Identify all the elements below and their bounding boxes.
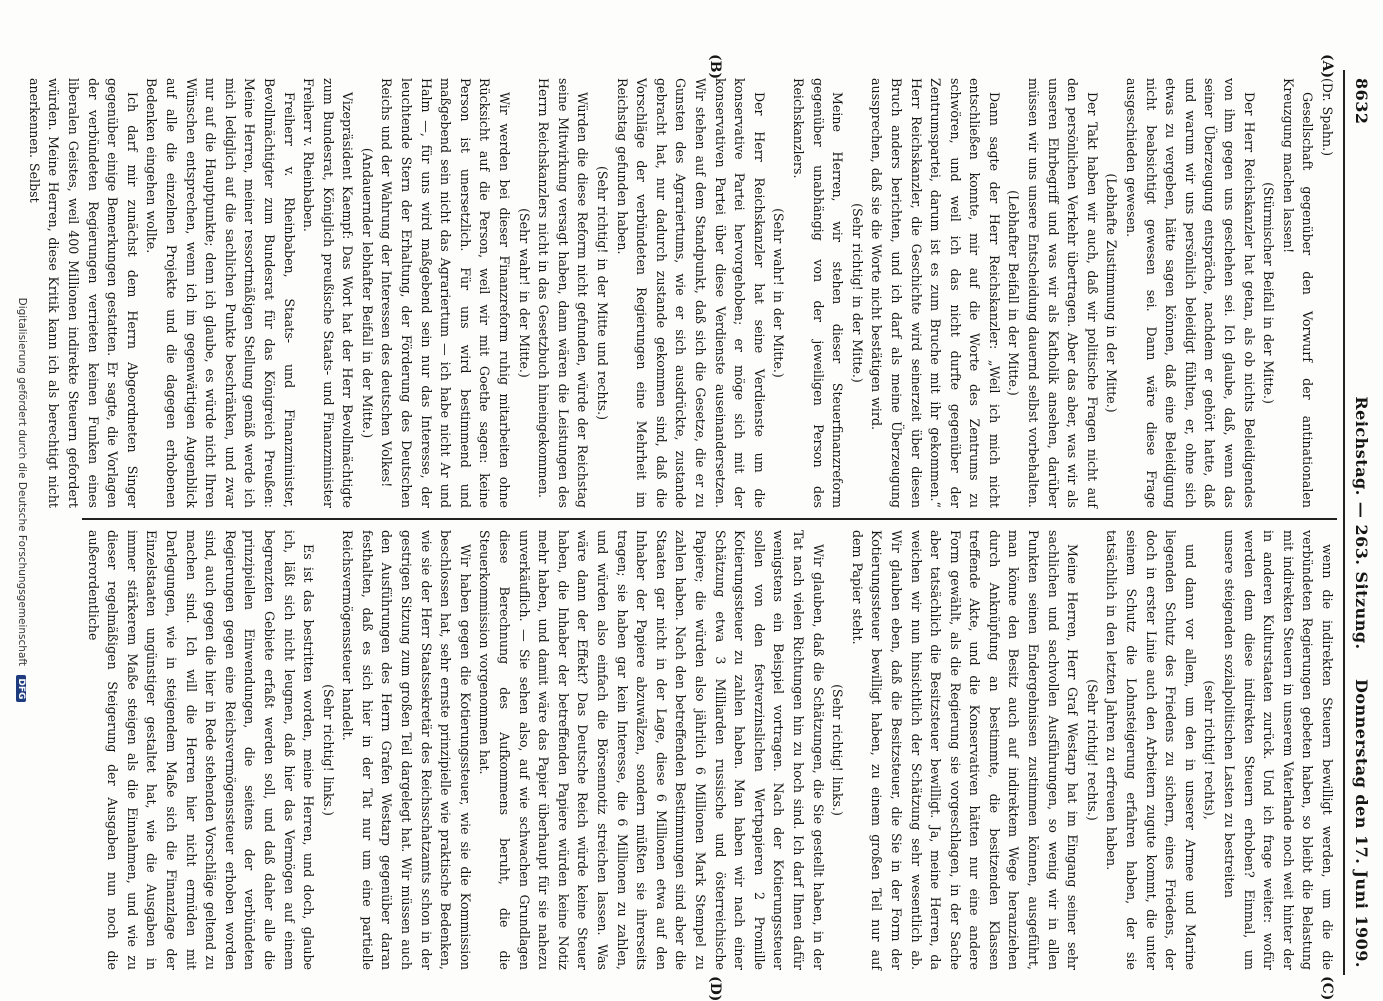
margin-marker-c: (C)	[1319, 976, 1335, 1001]
margin-marker-b: (B)	[707, 54, 723, 80]
paragraph: Gesellschaft gegenüber den Vorwurf der antinationalen Kreuzgung machen lassen!	[1280, 78, 1316, 508]
interjection: (Sehr richtig! links.)	[320, 684, 336, 816]
paragraph: und dann vor allem, um den in unserer Armee und Marine liegenden Schutz des Friedens zu sichern, eines Friedens, der doch in erster Linie auch den Arbeitern zugute kommt, die unter seinem Schutz die Lohnsteigerung erfahren haben, der sie tatsächlich in den letzten Jahren zu erfreuen haben.	[1104, 530, 1198, 970]
dfg-logo: DFG	[16, 675, 26, 702]
interjection: (Lebhafter Beifall in der Mitte.)	[1006, 190, 1022, 396]
paragraph: Wir haben gegen die Kotierungssteuer, wie sie die Kommission beschlossen hat, sehr ernste prinzipielle wie praktische Bedenken, wie sie der Herr Staatssekretär des Reichsschatzamts schon in der gestrigen Sitzung zum großen Teil dargelegt hat. Wir müssen auch den Ausführungen des Herrn Grafen Westarp gegenüber daran festhalten, daß es sich hier in der Tat nur um eine partielle Reichsvermögenssteuer handelt.	[340, 530, 473, 970]
margin-marker-a: (A)	[1319, 54, 1335, 79]
interjection: (sehr richtig! rechts),	[1202, 680, 1218, 820]
interjection: (Lebhafte Zustimmung in der Mitte.)	[1104, 173, 1120, 413]
header-rule	[1343, 70, 1345, 975]
paragraph: Wir glauben, daß die Schätzungen, die Sie gestellt haben, in der Tat nach vielen Richtungen hin zu hoch sind. Ich darf Ihnen dafür wenigstens ein Beispiel vortragen. Nach der Kotierungssteuer sollen von den festverzinslichen Wertpapieren 2 Promille Kotierungssteuer zu zahlen haben. Man haben wir nach einer Schätzung etwa 3 Milliarden russische und österreichische Papiere; die würden also jährlich 6 Millionen Mark Stempel zu zahlen haben. Nach den betreffenden Bestimmungen sind aber die Staaten gar nicht in der Lage, diese 6 Millionen etwa auf den Inhaber der Papiere abzuwälzen, sondern müßten sie ihrerseits tragen; sie haben gar kein Interesse, die 6 Millionen zu zahlen, und würden also einfach die Börsennotiz streichen lassen. Was wäre dann der Effekt? Das Deutsche Reich würde keine Steuer haben, die Inhaber der betreffenden Papiere würden keine Notiz mehr haben, und damit wäre das Papier überhaupt für sie nahezu unverkäuflich. — Sie sehen also, auf wie schwachen Grundlagen diese Berechnung des Aufkommens beruht, die die Steuerkommission vorgenommen hat.	[477, 530, 826, 970]
page-number: 8632	[1352, 78, 1371, 125]
header-date: Donnerstag den 17. Juni 1909.	[1352, 678, 1371, 968]
interjection: (Andauernder lebhafter Beifall in der Mitte.)	[359, 147, 375, 439]
right-column	[77, 530, 1337, 970]
interjection: (Sehr wahr! in der Mitte.)	[516, 208, 532, 378]
paragraph: Meine Herren, wir stehen dieser Steuerfinanzreform gegenüber unabhängig von der jeweiligen Person des Reichskanzlers.	[790, 78, 846, 508]
paragraph: Der Herr Reichskanzler hat seine Verdienste um die konservative Partei hervorgehoben; er möge sich mit der konservativen Partei über diese Verdienste auseinandersetzen. Wir stehen auf dem Standpunkt, daß sich die Gesetze, die er zu Gunsten des Agrariertums, wie er sich ausdrückte, zustande gebracht hat, nur dadurch zustande gekommen sind, daß die Vorschläge der verbündeten Regierungen eine Mehrheit im Reichstag gefunden haben.	[614, 78, 767, 508]
interjection: (Sehr wahr! in der Mitte.)	[771, 208, 787, 378]
interjection: (Sehr richtig! in der Mitte und rechts.)	[595, 165, 611, 421]
paragraph: Der Herr Reichskanzler hat getan, als ob nichts Beleidigendes von ihm gegen uns geschehen sei. Ich glaube, daß, wenn das seiner Überzeugung entspräche, nachdem er gehört hatte, daß und warum wir uns persönlich beleidigt fühlten, er, ohne sich etwas zu vergeben, hätte sagen können, daß eine Beleidigung nicht beabsichtigt gewesen sei. Dann wäre diese Frage ausgeschieden gewesen.	[1124, 78, 1257, 508]
left-column	[26, 78, 1337, 508]
paragraph: Vizepräsident Kaempf: Das Wort hat der Herr Bevollmächtigte zum Bundesrat, Königlich preußische Staats- und Finanzminister Freiherr v. Rheinbaben.	[301, 78, 356, 508]
paragraph: Ich darf mir zunächst dem Herrn Abgeordneten Singer gegenüber einige Bemerkungen gestatten. Er sagte, die Vorlagen der verbündeten Regierungen verrieten keinen Funken eines liberalen Geistes, weil 400 Millionen indirekte Steuern gefordert würden. Meine Herren, diese Kritik kann ich als berechtigt nicht anerkennen. Selbst	[26, 78, 140, 508]
interjection: (Sehr richtig! links.)	[830, 684, 846, 816]
interjection: (Stürmischer Beifall in der Mitte.)	[1261, 182, 1277, 404]
footer-text: Digitalisierung gefördert durch die Deutsche Forschungsgemeinschaft	[16, 297, 28, 667]
paragraph: Würden die diese Reform nicht gefunden, würde der Reichstag seine Mitwirkung versagt haben, dann wären die Leistungen des Herrn Reichskanzlers nicht in das Gesetzbuch hineingekommen.	[536, 78, 591, 508]
paragraph: Wir werden bei dieser Finanzreform ruhig mitarbeiten ohne Rücksicht auf die Person, weil wir mit Goethe sagen: keine Person ist unersetzlich. Für uns wird bestimmend und maßgebend sein nicht das Agrariertum — ich habe nicht Ar und Halm —, für uns wird maßgebend sein nur das Interesse, der leuchtende Stern der Erhaltung, der Förderung des Deutschen Reichs und der Wahrung der Interessen des deutschen Volkes!	[379, 78, 513, 508]
interjection: (Sehr richtig! in der Mitte.)	[849, 203, 865, 383]
paragraph: (Dr. Spahn.)	[1320, 78, 1335, 156]
interjection: (Sehr richtig! rechts.)	[1084, 679, 1100, 821]
page-header	[1349, 78, 1371, 968]
paragraph: Freiherr v. Rheinbaben, Staats- und Finanzminister, Bevollmächtigter zum Bundesrat für das Königreich Preußen: Meine Herren, meiner ressortmäßigen Stellung gemäß werde ich mich lediglich auf die sachlichen Punkte beschränken, und zwar nur auf die Hauptpunkte; denn ich glaube, es würde nicht Ihren Wünschen entsprechen, wenn ich im gegenwärtigen Augenblick auf alle die einzelnen Projekte und die dagegen erhobenen Bedenken eingehen wollte.	[144, 78, 297, 508]
margin-marker-d: (D)	[707, 976, 723, 1001]
paragraph: Der Takt haben wir auch, daß wir politische Fragen nicht auf den persönlichen Verkehr übertragen. Aber das aber, was wir als unseren Ehrbegriff und was wir als Katholik ansehen, darüber müssen wir uns unsere Entscheidung dauernd selbst vorbehalten.	[1026, 78, 1100, 508]
digitization-footer	[16, 0, 28, 1000]
paragraph: Dann sagte der Herr Reichskanzler: „Weil ich mich nicht entschließen konnte, mir auf die Worte des Zentrums zu schwören, und weil ich das nicht durfte gegenüber der Zentrumspartei, darum ist es zum Bruche mit ihr gekommen.“ Herr Reichskanzler, die Geschichte wird seinerzeit über diesen Bruch anders berichten, und ich darf als meine Überzeugung aussprechen, daß sie die Worte nicht bestätigen wird.	[869, 78, 1002, 508]
paragraph: Es ist das bestritten worden, meine Herren, und doch, glaube ich, läßt sich nicht leugnen, daß hier das Vermögen auf einem begrenzten Gebiete erfaßt werden soll, und daß daher alle die prinzipiellen Einwendungen, die seitens der verbündeten Regierungen gegen eine Reichsvermögenssteuer erhoben worden sind, auch gegen die hier in Rede stehenden Vorschläge geltend zu machen sind. Ich will die Herren hier nicht ermüden mit Darlegungen, wie in steigendem Maße sich die Finanzlage der Einzelstaaten ungünstiger gestaltet hat, wie die Ausgaben in immer stärkerem Maße steigen als die Einnahmen, und wie zu dieser regelmäßigen Steigerung der Ausgaben nun noch die außerordentliche	[85, 530, 317, 970]
header-title: Reichstag. — 263. Sitzung.	[1352, 396, 1371, 650]
paragraph: wenn die indirekten Steuern bewilligt werden, um die die verbündeten Regierungen gebeten haben, so bleibt die Belastung mit indirekten Steuern in unserem Vaterlande noch weit hinter der in anderen Kulturstaaten zurück. Und ich frage weiter: wofür werden denn diese indirekten Steuern erhoben? Einmal, um unsere steigenden sozialpolitischen Lasten zu bestreiten	[1222, 530, 1335, 970]
paragraph: Meine Herren, Herr Graf Westarp hat im Eingang seiner sehr sachlichen und sachvollen Ausführungen, so wenig wir in allen Punkten seinen Endergebnissen zustimmen können, ausgeführt, man könne den Besitz auch auf indirektem Wege heranziehen durch Anknüpfung an bestimmte, die besitzenden Klassen treffende Akte, und die Konservativen hätten nur eine andere Form gewählt, als die Regierung sie vorgeschlagen, in der Sache aber tatsächlich die Besitzsteuer bewilligt. Ja, meine Herren, da weichen wir nun hinsichtlich der Schätzung sehr wesentlich ab. Wir glauben eben, daß die Besitzsteuer, die Sie in der Form der Kotierungssteuer bewilligt haben, zu einem großen Teil nur auf dem Papier steht.	[849, 530, 1081, 970]
column-divider	[82, 518, 1337, 520]
